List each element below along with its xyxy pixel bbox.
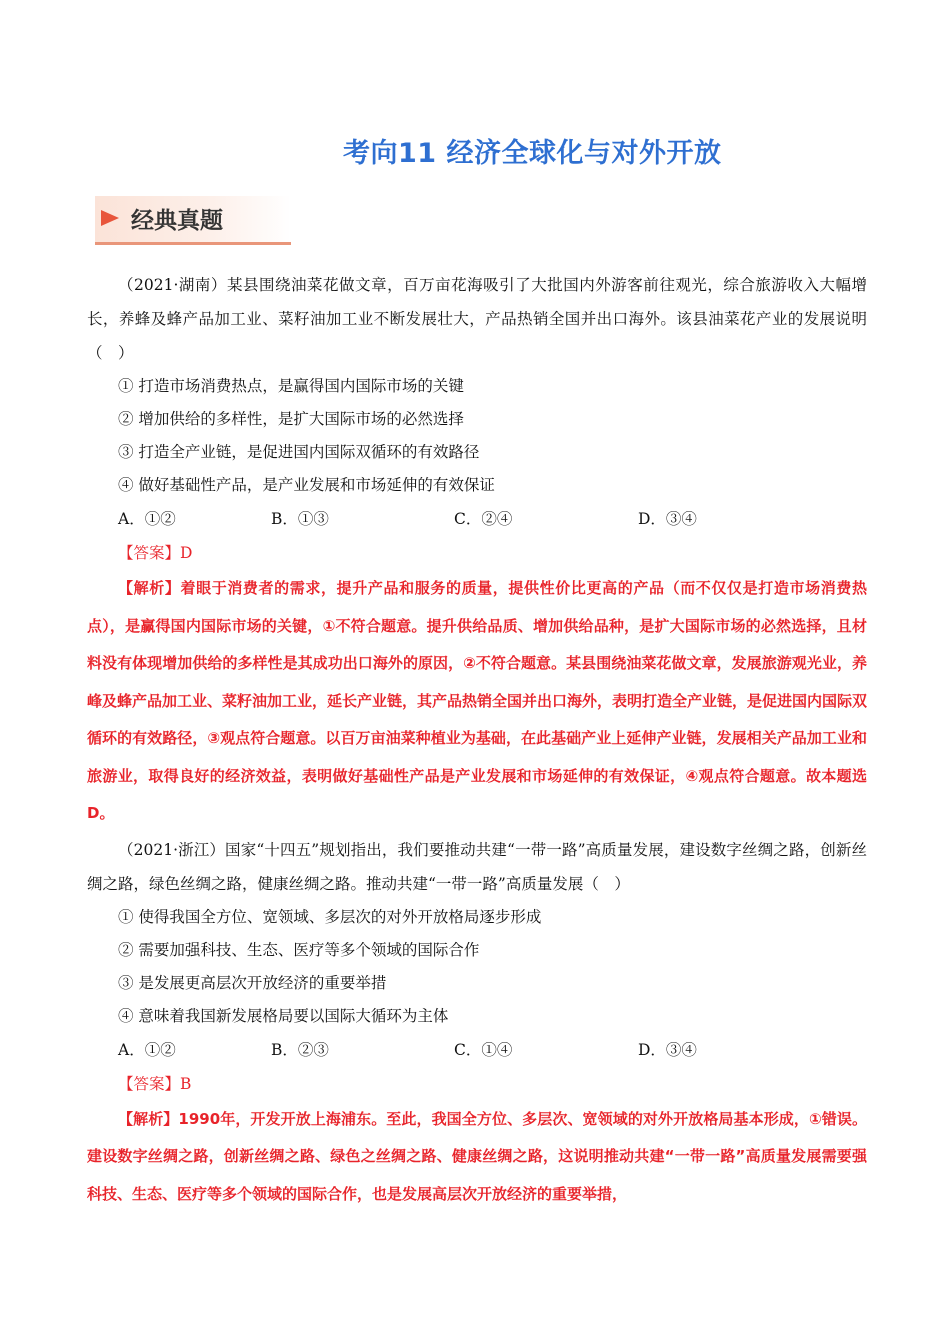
question-1-analysis (87, 570, 867, 833)
section-banner (95, 196, 291, 245)
choice-d: D．③④ (638, 510, 697, 528)
choice-d: D．③④ (638, 1040, 697, 1059)
analysis-tag: 【解析】 (118, 1109, 179, 1128)
answer-tag: 【答案】 (118, 544, 181, 562)
answer-value: B (180, 1074, 192, 1093)
question-1-option-1: ① 打造市场消费热点，是赢得国内国际市场的关键 (118, 377, 464, 395)
question-2-option-4: ④ 意味着我国新发展格局要以国际大循环为主体 (118, 1006, 449, 1025)
question-2-choices (87, 1033, 867, 1067)
page-title: 考向11 经济全球化与对外开放 (343, 138, 722, 169)
question-1-option-2: ② 增加供给的多样性，是扩大国际市场的必然选择 (118, 410, 464, 428)
choice-a: A．①② (118, 1040, 176, 1059)
choice-c: C．②④ (454, 510, 513, 528)
section-label: 经典真题 (131, 208, 223, 234)
question-2-analysis (87, 1101, 867, 1214)
arrow-right-icon (101, 210, 119, 226)
question-2-option-2: ② 需要加强科技、生态、医疗等多个领域的国际合作 (118, 940, 480, 959)
question-2-stem: （2021·浙江）国家“十四五”规划指出，我们要推动共建“一带一路”高质量发展，建设数字丝绸之路，创新丝绸之路，绿色丝绸之路，健康丝绸之路。推动共建“一带一路”高质量发展（ ） (87, 840, 867, 893)
content (87, 268, 867, 1213)
question-1-option-3: ③ 打造全产业链，是促进国内国际双循环的有效路径 (118, 443, 480, 461)
question-2-option-3: ③ 是发展更高层次开放经济的重要举措 (118, 973, 387, 992)
analysis-text: 着眼于消费者的需求，提升产品和服务的质量，提供性价比更高的产品（而不仅仅是打造市场消费热点），是赢得国内国际市场的关键，①不符合题意。提升供给品质、增加供给品种，是扩大国际市场的必然选择，且材料没有体现增加供给的多样性是其成功出口海外的原因，②不符合题意。某县围绕油菜花做文章，发展旅游观光业，养峰及蜂产品加工业、菜籽油加工业，延长产业链，其产品热销全国并出口海外，表明打造全产业链，是促进国内国际双循环的有效路径，③观点符合题意。以百万亩油菜种植业为基础，在此基础产业上延伸产业链，发展相关产品加工业和旅游业，取得良好的经济效益，表明做好基础性产品是产业发展和市场延伸的有效保证，④观点符合题意。故本题选D。 (87, 579, 868, 822)
analysis-tag: 【解析】 (118, 579, 181, 597)
question-1-answer (87, 536, 867, 570)
question-1-choices (87, 502, 867, 536)
answer-tag: 【答案】 (118, 1074, 181, 1093)
question-1-stem: （2021·湖南）某县围绕油菜花做文章，百万亩花海吸引了大批国内外游客前往观光，综合旅游收入大幅增长，养蜂及蜂产品加工业、菜籽油加工业不断发展壮大，产品热销全国并出口海外。该县油菜花产业的发展说明（ ） (87, 276, 867, 362)
analysis-text: 1990年，开发开放上海浦东。至此，我国全方位、多层次、宽领域的对外开放格局基本形成，①错误。建设数字丝绸之路，创新丝绸之路、绿色之丝绸之路、健康丝绸之路，这说明推动共建“一带一路”高质量发展需要强科技、生态、医疗等多个领域的国际合作，也是发展高层次开放经济的重要举措， (87, 1109, 867, 1203)
answer-value: D (180, 544, 193, 562)
question-1-option-4: ④ 做好基础性产品，是产业发展和市场延伸的有效保证 (118, 476, 495, 494)
choice-c: C．①④ (454, 1040, 513, 1059)
question-2-answer (87, 1067, 867, 1101)
choice-a: A．①② (118, 510, 176, 528)
question-2-option-1: ① 使得我国全方位、宽领域、多层次的对外开放格局逐步形成 (118, 907, 542, 926)
choice-b: B．②③ (271, 1040, 329, 1059)
choice-b: B．①③ (271, 510, 329, 528)
